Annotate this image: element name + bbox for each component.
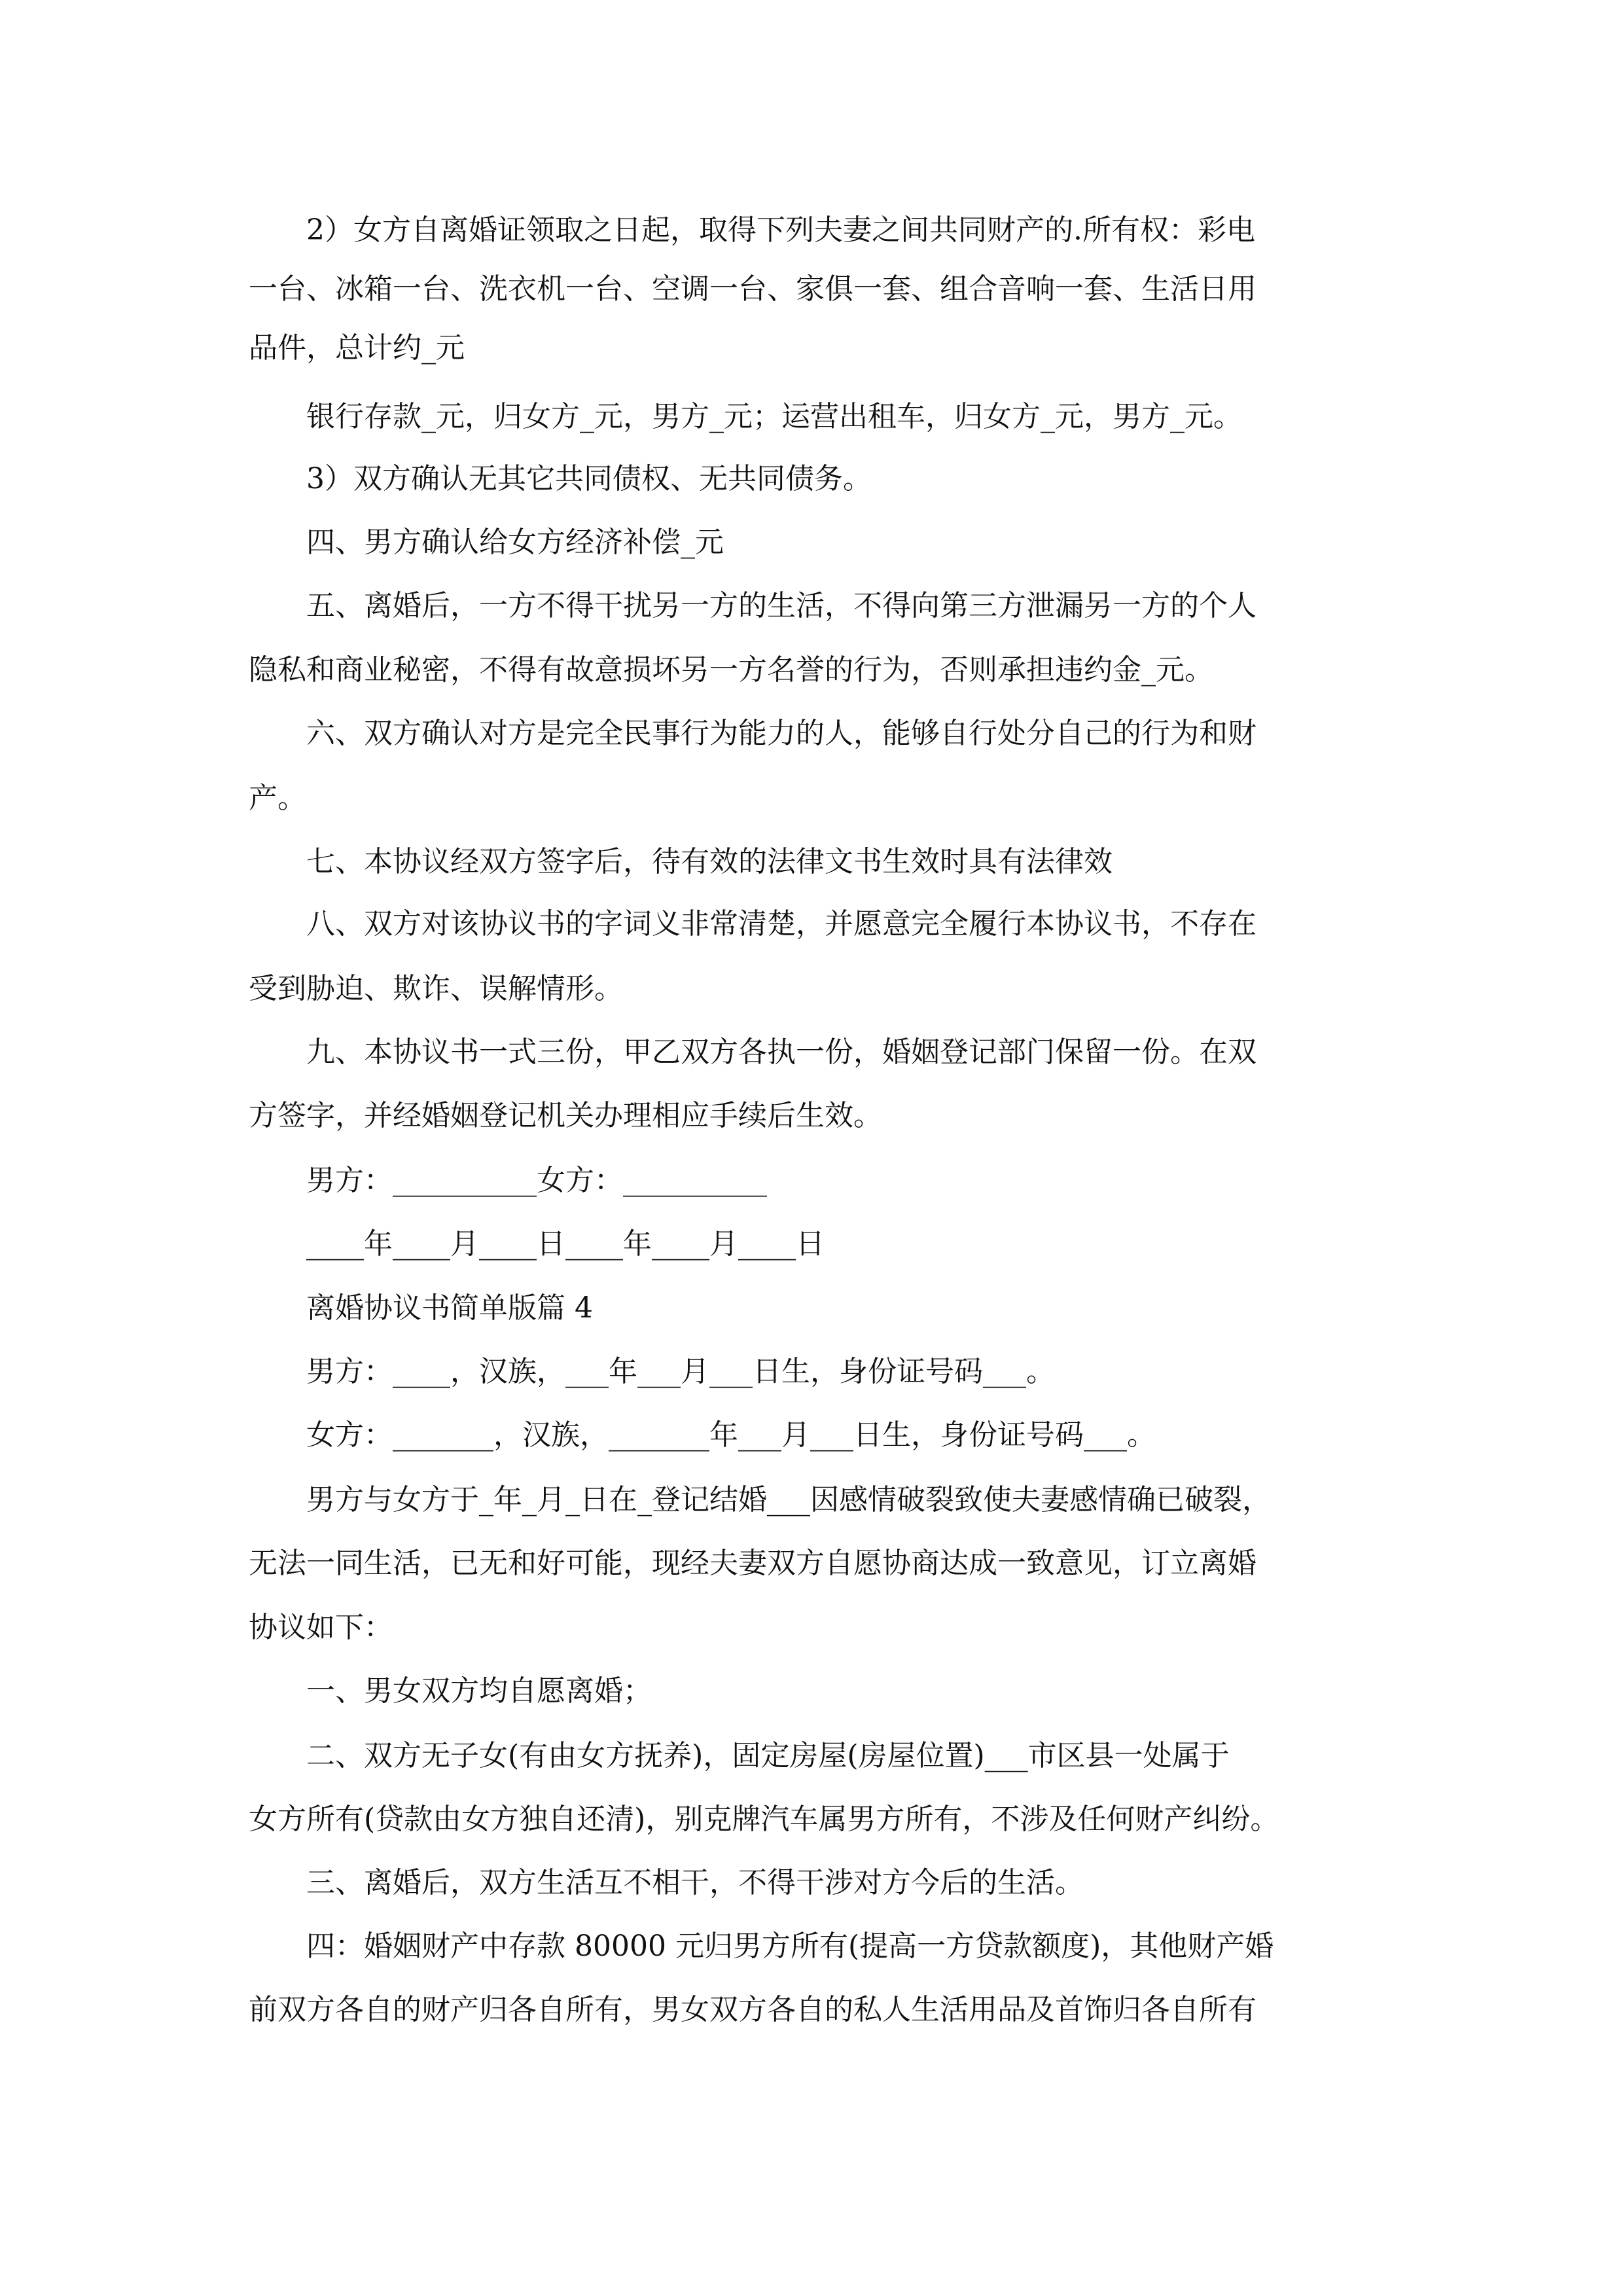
text-line: 女方：_______，汉族，_______年___月___日生，身份证号码___。	[306, 1418, 1156, 1452]
text-line: 2）女方自离婚证领取之日起，取得下列夫妻之间共同财产的.所有权：彩电	[306, 213, 1255, 247]
text-line: 隐私和商业秘密，不得有故意损坏另一方名誉的行为，否则承担违约金_元。	[249, 653, 1213, 687]
text-line: 受到胁迫、欺诈、误解情形。	[249, 972, 623, 1005]
text-line: 产。	[249, 781, 306, 815]
text-line: 一、男女双方均自愿离婚；	[306, 1674, 652, 1708]
text-line: 五、离婚后，一方不得干扰另一方的生活，不得向第三方泄漏另一方的个人	[306, 589, 1257, 622]
text-line: 八、双方对该协议书的字词义非常清楚，并愿意完全履行本协议书，不存在	[306, 907, 1257, 941]
signature-line: 男方：__________女方：__________	[306, 1164, 767, 1197]
text-line: 无法一同生活，已无和好可能，现经夫妻双方自愿协商达成一致意见，订立离婚	[249, 1547, 1257, 1580]
section-heading: 离婚协议书简单版篇 4	[306, 1291, 593, 1325]
text-line: 六、双方确认对方是完全民事行为能力的人，能够自行处分自己的行为和财	[306, 717, 1257, 750]
text-line: 三、离婚后，双方生活互不相干，不得干涉对方今后的生活。	[306, 1866, 1084, 1899]
text-line: 品件，总计约_元	[249, 331, 465, 365]
text-line: 七、本协议经双方签字后，待有效的法律文书生效时具有法律效	[306, 845, 1113, 878]
text-line: 3）双方确认无其它共同债权、无共同债务。	[306, 462, 872, 495]
text-line: 九、本协议书一式三份，甲乙双方各执一份，婚姻登记部门保留一份。在双	[306, 1035, 1257, 1069]
text-line: 协议如下：	[249, 1611, 393, 1644]
text-line: 男方与女方于_年_月_日在_登记结婚___因感情破裂致使夫妻感情确已破裂，	[306, 1483, 1271, 1516]
text-line: 四：婚姻财产中存款 80000 元归男方所有(提高一方贷款额度)，其他财产婚	[306, 1929, 1274, 1963]
text-line: 四、男方确认给女方经济补偿_元	[306, 526, 724, 559]
text-line: 前双方各自的财产归各自所有，男女双方各自的私人生活用品及首饰归各自所有	[249, 1993, 1257, 2026]
text-line: 一台、冰箱一台、洗衣机一台、空调一台、家俱一套、组合音响一套、生活日用	[249, 272, 1257, 306]
text-line: 男方：____，汉族，___年___月___日生，身份证号码___。	[306, 1355, 1055, 1388]
text-line: 二、双方无子女(有由女方抚养)，固定房屋(房屋位置)___市区县一处属于	[306, 1739, 1230, 1772]
text-line: 银行存款_元，归女方_元，男方_元；运营出租车，归女方_元，男方_元。	[306, 400, 1242, 433]
date-line: ____年____月____日____年____月____日	[306, 1227, 825, 1261]
text-line: 女方所有(贷款由女方独自还清)，别克牌汽车属男方所有，不涉及任何财产纠纷。	[249, 1803, 1279, 1836]
text-line: 方签字，并经婚姻登记机关办理相应手续后生效。	[249, 1099, 882, 1132]
